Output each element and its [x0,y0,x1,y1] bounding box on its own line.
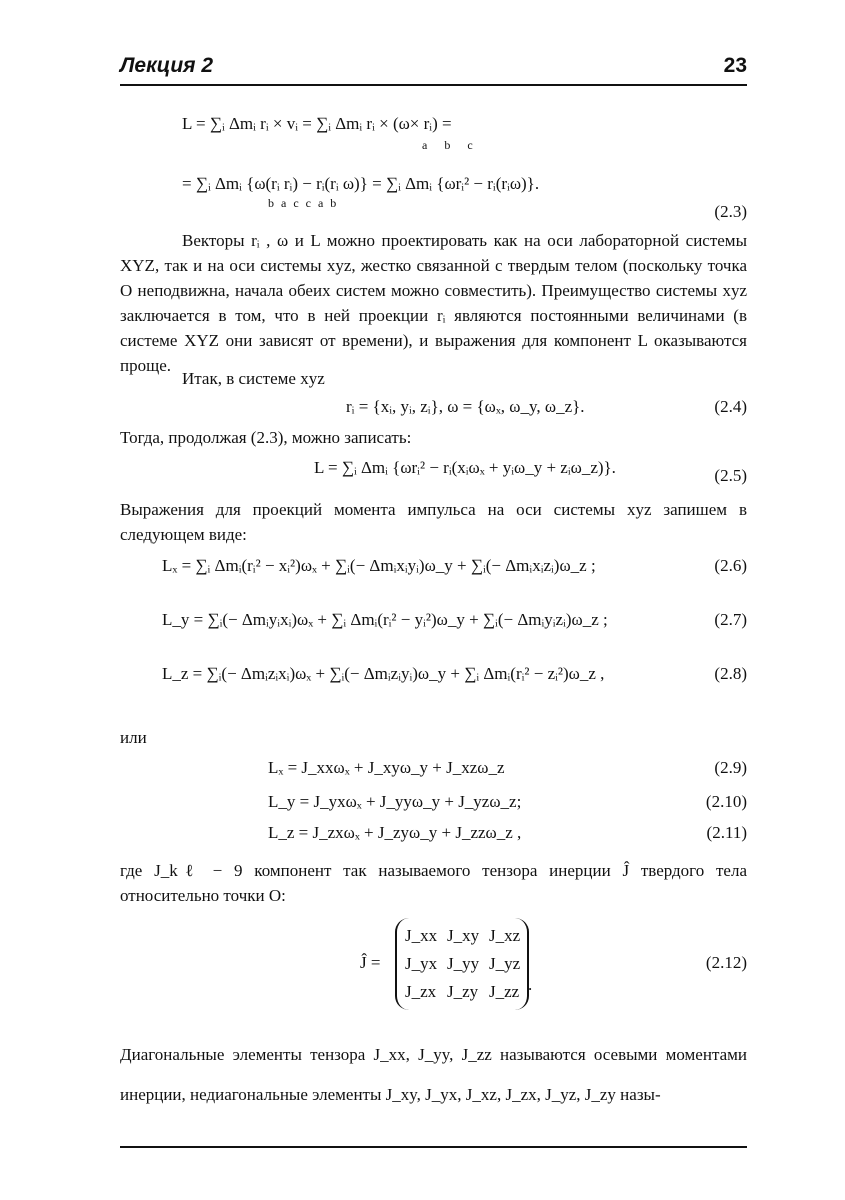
matrix-cell: J_xx [405,926,438,945]
matrix-cell: J_zy [447,982,479,1001]
paragraph-diagonal [120,1035,747,1115]
equation-2-8: L_z = ∑ᵢ(− Δmᵢzᵢxᵢ)ωₓ + ∑ᵢ(− Δmᵢzᵢyᵢ)ω_y + ∑ᵢ Δmᵢ(rᵢ² − zᵢ²)ω_z , [162,664,605,683]
paragraph-text: Итак, в системе xyz [182,369,325,388]
footer-rule [120,1146,747,1148]
equation-2-11: L_z = J_zxωₓ + J_zyω_y + J_zzω_z , [268,823,522,842]
matrix-cell: J_xy [447,926,480,945]
matrix-cell: J_yz [489,954,521,973]
paragraph-text: Диагональные элементы тензора J_xx, J_yy, J_zz называются осевыми моментами инерции, недиагональные элементы J_xy, J_yx, J_xz, J_zx, J_yz, J_zy назы- [120,1045,747,1104]
paragraph-text: или [120,728,147,747]
equation-number-2-9: (2.9) [714,758,747,777]
equation-number-2-6: (2.6) [714,556,747,575]
paragraph-togda [120,425,747,450]
paragraph-text: Выражения для проекций момента импульса на оси системы xyz запишем в следующем виде: [120,500,747,544]
paragraph-projection [120,228,747,378]
matrix-cell: J_yx [405,954,438,973]
equation-2-6: Lₓ = ∑ᵢ Δmᵢ(rᵢ² − xᵢ²)ωₓ + ∑ᵢ(− Δmᵢxᵢyᵢ)ω_y + ∑ᵢ(− Δmᵢxᵢzᵢ)ω_z ; [162,556,596,575]
equation-2-3-line-2: = ∑ᵢ Δmᵢ {ω(rᵢ rᵢ) − rᵢ(rᵢ ω)} = ∑ᵢ Δmᵢ {ωrᵢ² − rᵢ(rᵢω)}. [182,174,540,193]
matrix-cell: J_zz [489,982,520,1001]
paragraph-text: Тогда, продолжая (2.3), можно записать: [120,428,412,447]
paragraph-itak [120,366,747,391]
equation-2-9: Lₓ = J_xxωₓ + J_xyω_y + J_xzω_z [268,758,505,777]
paragraph-tensor [120,858,747,908]
equation-2-7: L_y = ∑ᵢ(− Δmᵢyᵢxᵢ)ωₓ + ∑ᵢ Δmᵢ(rᵢ² − yᵢ²)ω_y + ∑ᵢ(− Δmᵢyᵢzᵢ)ω_z ; [162,610,608,629]
matrix-cell: J_xz [489,926,521,945]
equation-2-3-labels-1: a b c [422,138,473,152]
paragraph-projections [120,497,747,547]
equation-number-2-8: (2.8) [714,664,747,683]
equation-number-2-7: (2.7) [714,610,747,629]
equation-number-2-10: (2.10) [705,792,747,811]
equation-2-10: L_y = J_yxωₓ + J_yyω_y + J_yzω_z; [268,792,522,811]
equation-2-4: rᵢ = {xᵢ, yᵢ, zᵢ}, ω = {ωₓ, ω_y, ω_z}. [346,397,585,416]
header-rule [120,84,747,86]
equation-2-5: L = ∑ᵢ Δmᵢ {ωrᵢ² − rᵢ(xᵢωₓ + yᵢω_y + zᵢω_z)}. [314,458,616,477]
equation-number-2-11: (2.11) [706,823,747,842]
paragraph-text: где J_kℓ − 9 компонент так называемого тензора инерции Ĵ твердого тела относительно точки O: [120,861,747,905]
equation-number-2-5: (2.5) [714,466,747,485]
equation-2-3-line-1: L = ∑ᵢ Δmᵢ rᵢ × vᵢ = ∑ᵢ Δmᵢ rᵢ × (ω× rᵢ) = [182,114,452,133]
inertia-matrix [395,918,529,1010]
equation-number-2-3: (2.3) [714,202,747,221]
equation-number-2-4: (2.4) [714,397,747,416]
matrix-cell: J_yy [447,954,480,973]
page-number: 23 [723,54,747,77]
equation-2-3-labels-2: b a c c a b [268,196,337,210]
paragraph-ili [120,725,747,750]
matrix-period: . [528,975,533,994]
equation-2-12-lhs: Ĵ = [360,953,381,972]
paragraph-text: Векторы rᵢ , ω и L можно проектировать как на оси лабораторной системы XYZ, так и на оси системы xyz, жестко связанной с твердым телом (поскольку точка O неподвижна, начала обеих систем можно совместить). Преимущество системы xyz заключается в том, что в ней проекции rᵢ являются постоянными величинами (в системе XYZ они зависят от времени), и выражения для компонент L оказываются проще. [120,231,747,375]
lecture-header: Лекция 2 [120,54,214,77]
matrix-cell: J_zx [405,982,437,1001]
equation-number-2-12: (2.12) [705,953,747,972]
